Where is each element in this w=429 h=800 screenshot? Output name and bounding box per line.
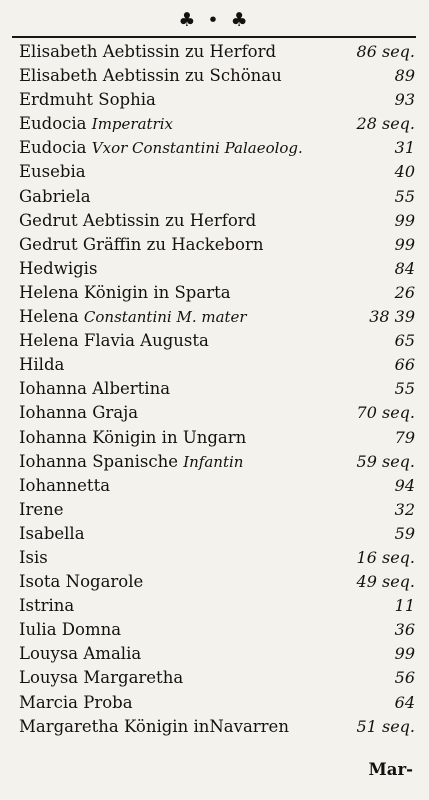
entry-name-text: Margaretha Königin inNavarren [19, 716, 289, 736]
entry-name [19, 594, 74, 618]
entry-name-text: Eudocia [19, 138, 87, 158]
index-entry [0, 450, 429, 474]
entry-epithet: Infantin [183, 452, 244, 471]
entry-name-text: Istrina [19, 596, 75, 616]
entry-page-ref: 49 seq. [356, 572, 415, 592]
index-entry [0, 233, 429, 257]
index-entry [0, 112, 429, 136]
index-entry [0, 257, 429, 281]
index-entry [0, 618, 429, 642]
entry-name-text: Elisabeth Aebtissin zu Schönau [19, 66, 282, 86]
entry-page-ref: 93 [394, 90, 415, 110]
entry-page-ref: 59 [394, 523, 415, 543]
entry-name-text: Elisabeth Aebtissin zu Herford [19, 42, 277, 61]
entry-name [19, 305, 247, 329]
entry-name [19, 64, 282, 88]
index-entry [0, 377, 429, 401]
entry-page-ref: 28 seq. [356, 114, 415, 134]
entry-name [19, 160, 86, 184]
entry-name [19, 401, 138, 425]
index-entry [0, 329, 429, 353]
entry-page-ref: 38 39 [369, 307, 415, 327]
entry-page-ref: 56 [394, 668, 415, 688]
entry-name [19, 329, 209, 353]
entry-epithet: Imperatrix [91, 115, 173, 134]
catchword: Mar- [368, 760, 413, 779]
entry-page-ref: 66 [394, 355, 415, 375]
index-entry [0, 691, 429, 715]
entry-name-text: Helena [19, 307, 79, 327]
entry-page-ref: 65 [394, 331, 415, 351]
entry-page-ref: 55 [394, 379, 415, 399]
entry-page-ref: 51 seq. [356, 716, 415, 736]
index-entry [0, 594, 429, 618]
entry-page-ref: 16 seq. [356, 547, 415, 567]
entry-name [19, 112, 173, 136]
entry-page-ref: 99 [394, 234, 415, 254]
entry-name-text: Gedrut Aebtissin zu Herford [19, 210, 257, 230]
entry-name [19, 474, 110, 498]
entry-page-ref: 89 [394, 66, 415, 86]
entry-name [19, 209, 256, 233]
entry-page-ref: 32 [394, 499, 415, 519]
entry-page-ref: 36 [394, 620, 415, 640]
index-entry [0, 498, 429, 522]
entry-page-ref: 64 [394, 692, 415, 712]
entry-epithet: Constantini M. mater [83, 308, 247, 327]
entry-name [19, 666, 183, 690]
entry-page-ref: 99 [394, 644, 415, 664]
entry-page-ref: 40 [394, 162, 415, 182]
entry-name-text: Iohanna Spanische [19, 451, 178, 471]
entry-name-text: Eusebia [19, 162, 86, 182]
index-entry [0, 666, 429, 690]
index-entry [0, 353, 429, 377]
entry-page-ref: 31 [394, 138, 415, 158]
entry-page-ref: 70 seq. [356, 403, 415, 423]
entry-name-text: Iohanna Albertina [19, 379, 171, 399]
entry-name-text: Isabella [19, 523, 85, 543]
entry-name-text: Hedwigis [19, 258, 98, 278]
index-entry [0, 401, 429, 425]
entry-name [19, 257, 97, 281]
entry-name [19, 426, 246, 450]
index-entry [0, 64, 429, 88]
entry-name [19, 691, 133, 715]
index-entry [0, 522, 429, 546]
entry-name [19, 281, 231, 305]
entry-name [19, 136, 303, 160]
entry-page-ref: 86 seq. [356, 42, 415, 61]
entry-page-ref: 55 [394, 186, 415, 206]
entry-name-text: Iohanna Graja [19, 403, 139, 423]
index-entry [0, 474, 429, 498]
entry-name [19, 546, 48, 570]
entry-name [19, 88, 156, 112]
entry-name-text: Gabriela [19, 186, 91, 206]
entry-name-text: Iulia Domna [19, 620, 122, 640]
entry-name [19, 618, 121, 642]
entry-name-text: Isota Nogarole [19, 572, 144, 592]
index-entry [0, 546, 429, 570]
entry-name [19, 570, 143, 594]
index-entry [0, 160, 429, 184]
entry-name-text: Louysa Amalia [19, 644, 142, 664]
entry-name [19, 715, 289, 739]
entry-page-ref: 79 [394, 427, 415, 447]
entry-name [19, 498, 64, 522]
entry-name-text: Helena Königin in Sparta [19, 282, 231, 302]
entry-name-text: Gedrut Gräffin zu Hackeborn [19, 234, 264, 254]
entry-name-text: Hilda [19, 355, 65, 375]
index-entry [0, 136, 429, 160]
entry-name [19, 642, 141, 666]
index-entry [0, 715, 429, 739]
entry-name-text: Helena Flavia Augusta [19, 331, 209, 351]
entry-name [19, 522, 85, 546]
index-entry [0, 305, 429, 329]
entry-name-text: Marcia Proba [19, 692, 133, 712]
entry-page-ref: 11 [394, 596, 415, 616]
entry-name-text: Louysa Margaretha [19, 668, 184, 688]
entry-name [19, 377, 170, 401]
entry-name [19, 450, 243, 474]
index-entry [0, 570, 429, 594]
index-entry [0, 185, 429, 209]
entry-page-ref: 26 [394, 282, 415, 302]
index-entry [0, 88, 429, 112]
entry-name-text: Iohanna Königin in Ungarn [19, 427, 247, 447]
entry-page-ref: 94 [394, 475, 415, 495]
entry-name-text: Iohannetta [19, 475, 111, 495]
entry-name-text: Erdmuht Sophia [19, 90, 156, 110]
header-rule [12, 36, 416, 38]
index-entry [0, 642, 429, 666]
index-entry [0, 426, 429, 450]
entry-name-text: Irene [19, 499, 64, 519]
entry-name-text: Eudocia [19, 114, 87, 134]
index-list [0, 40, 429, 739]
entry-page-ref: 99 [394, 210, 415, 230]
entry-name [19, 40, 276, 64]
entry-name-text: Isis [19, 547, 48, 567]
entry-name [19, 233, 263, 257]
entry-name [19, 185, 91, 209]
entry-name [19, 353, 64, 377]
entry-epithet: Vxor Constantini Palaeolog. [91, 139, 303, 158]
entry-page-ref: 59 seq. [356, 451, 415, 471]
index-entry [0, 40, 429, 64]
header-ornament: ♣ • ♣ [178, 9, 251, 31]
index-entry [0, 209, 429, 233]
entry-page-ref: 84 [394, 258, 415, 278]
index-entry [0, 281, 429, 305]
